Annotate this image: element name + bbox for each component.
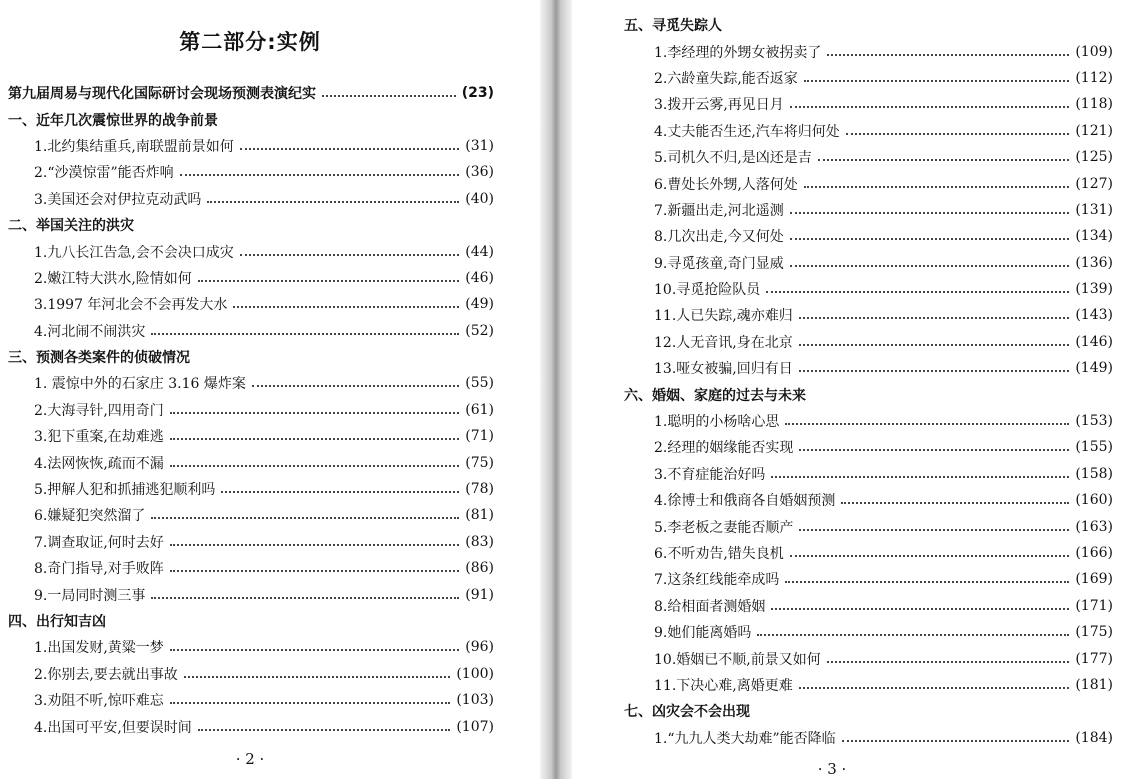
entry-page-number: (127) [1075, 175, 1113, 192]
entry-page-number: (107) [456, 718, 494, 735]
dot-leader [757, 634, 1069, 636]
entry-title: 1.李经理的外甥女被拐卖了 [654, 44, 822, 61]
entry-page-number: (136) [1075, 254, 1113, 271]
entry-page-number: (169) [1075, 571, 1113, 588]
dot-leader [170, 465, 459, 467]
dot-leader [771, 476, 1069, 478]
toc-entry [628, 276, 1113, 302]
toc-entry [628, 540, 1113, 566]
entry-title: 11.人已失踪,魂亦难归 [654, 308, 793, 325]
entry-title: 7.新疆出走,河北遥测 [654, 202, 784, 219]
entry-title: 2.“沙漠惊雷”能否炸响 [34, 165, 174, 182]
toc-entry [8, 159, 494, 185]
entry-title: 1. 震惊中外的石家庄 3.16 爆炸案 [34, 376, 246, 393]
entry-title: 第九届周易与现代化国际研讨会现场预测表演纪实 [8, 86, 316, 103]
entry-title: 1.出国发财,黄粱一梦 [34, 640, 164, 657]
dot-leader [842, 740, 1070, 742]
toc-section-heading [8, 212, 494, 238]
entry-title: 3.不育症能治好吗 [654, 466, 766, 483]
toc-entry [8, 397, 494, 423]
entry-page-number: (44) [465, 243, 494, 260]
toc-entry [8, 370, 494, 396]
entry-page-number: (31) [465, 137, 494, 154]
entry-page-number: (91) [465, 586, 494, 603]
toc-entry [628, 329, 1113, 355]
entry-page-number: (109) [1075, 43, 1113, 60]
page-number-right: · 3 · [817, 760, 847, 778]
dot-leader [170, 544, 459, 546]
entry-page-number: (103) [456, 692, 494, 709]
toc-entry [628, 118, 1113, 144]
entry-page-number: (139) [1075, 281, 1113, 298]
dot-leader [322, 95, 456, 97]
toc-entry [8, 291, 494, 317]
dot-leader [170, 570, 459, 572]
entry-page-number: (134) [1075, 228, 1113, 245]
dot-leader [799, 687, 1070, 689]
dot-leader [790, 265, 1070, 267]
page-number-left: · 2 · [235, 750, 265, 768]
entry-title: 5.李老板之妻能否顺产 [654, 519, 794, 536]
dot-leader [790, 555, 1070, 557]
toc-entry [8, 581, 494, 607]
dot-leader [184, 676, 451, 678]
toc-entry [628, 197, 1113, 223]
entry-page-number: (46) [465, 269, 494, 286]
entry-page-number: (40) [465, 190, 494, 207]
dot-leader [170, 702, 451, 704]
toc-section-heading [624, 12, 1113, 38]
dot-leader [151, 517, 459, 519]
entry-title: 4.丈夫能否生还,汽车将归何处 [654, 123, 840, 140]
dot-leader [170, 438, 459, 440]
toc-section-heading [8, 608, 494, 634]
entry-title: 3.劝阻不听,惊吓难忘 [34, 693, 164, 710]
dot-leader [198, 280, 459, 282]
entry-page-number: (83) [465, 533, 494, 550]
entry-title: 2.经理的姻缘能否实现 [654, 440, 794, 457]
toc-entry [628, 144, 1113, 170]
entry-page-number: (71) [465, 428, 494, 445]
toc-section-heading [8, 106, 494, 132]
dot-leader [799, 449, 1069, 451]
dot-leader [170, 649, 459, 651]
toc-entry [628, 170, 1113, 196]
entry-page-number: (49) [465, 296, 494, 313]
entry-title: 8.几次出走,今又何处 [654, 229, 784, 246]
entry-title: 5.押解人犯和抓捕逃犯顺利吗 [34, 482, 216, 499]
dot-leader [818, 159, 1070, 161]
entry-title: 1.聪明的小杨啥心思 [654, 414, 780, 431]
entry-title: 6.嫌疑犯突然溜了 [34, 508, 146, 525]
entry-title: 9.她们能离婚吗 [654, 625, 752, 642]
entry-page-number: (153) [1075, 413, 1113, 430]
entry-page-number: (160) [1075, 492, 1113, 509]
entry-title: 9.一局同时测三事 [34, 587, 146, 604]
section-title: 第二部分:实例 [179, 30, 321, 54]
dot-leader [827, 54, 1069, 56]
entry-page-number: (118) [1075, 96, 1113, 113]
heading-text: 二、举国关注的洪灾 [8, 218, 134, 235]
entry-title: 1.九八长江告急,会不会决口成灾 [34, 244, 234, 261]
entry-title: 2.大海寻针,四用奇门 [34, 402, 164, 419]
toc-entry [628, 513, 1113, 539]
toc-entry [8, 133, 494, 159]
toc-entry [8, 318, 494, 344]
entry-page-number: (52) [465, 322, 494, 339]
entry-page-number: (166) [1075, 545, 1113, 561]
heading-text: 七、凶灾会不会出现 [624, 704, 750, 721]
entry-page-number: (23) [461, 85, 494, 102]
toc-entry [8, 80, 494, 106]
dot-leader [198, 729, 451, 731]
entry-page-number: (96) [465, 639, 494, 656]
toc-entry [8, 661, 494, 687]
dot-leader [170, 412, 459, 414]
toc-entry [628, 434, 1113, 460]
dot-leader [799, 370, 1070, 372]
entry-title: 3.犯下重案,在劫难逃 [34, 429, 164, 446]
entry-page-number: (100) [456, 665, 494, 682]
dot-leader [841, 502, 1069, 504]
entry-title: 4.徐博士和俄商各自婚姻预测 [654, 493, 836, 510]
toc-entry [8, 476, 494, 502]
toc-entry [628, 725, 1113, 751]
entry-title: 7.调查取证,何时去好 [34, 534, 164, 551]
entry-title: 2.六龄童失踪,能否返家 [654, 70, 798, 87]
entry-title: 3.美国还会对伊拉克动武吗 [34, 191, 202, 208]
heading-text: 六、婚姻、家庭的过去与未来 [624, 387, 806, 404]
entry-title: 4.河北闹不闹洪灾 [34, 323, 146, 340]
toc-section-heading [624, 381, 1113, 407]
heading-text: 三、预测各类案件的侦破情况 [8, 350, 190, 367]
entry-page-number: (184) [1075, 729, 1113, 746]
toc-entry [628, 593, 1113, 619]
entry-title: 10.寻觅抢险队员 [654, 282, 761, 299]
dot-leader [790, 106, 1070, 108]
toc-section-heading [8, 344, 494, 370]
dot-leader [240, 148, 459, 150]
entry-page-number: (146) [1075, 333, 1113, 350]
toc-entry [628, 65, 1113, 91]
toc-entry [8, 502, 494, 528]
entry-page-number: (78) [465, 481, 494, 498]
toc-entry [628, 91, 1113, 117]
entry-page-number: (158) [1075, 465, 1113, 482]
heading-text: 五、寻觅失踪人 [624, 18, 722, 35]
entry-title: 8.奇门指导,对手败阵 [34, 561, 164, 578]
entry-title: 3.拨开云雾,再见日月 [654, 97, 784, 114]
entry-title: 10.婚姻已不顺,前景又如何 [654, 651, 821, 668]
toc-entry [628, 355, 1113, 381]
dot-leader [785, 423, 1069, 425]
toc-entry [628, 461, 1113, 487]
toc-entry [628, 302, 1113, 328]
toc-entry [8, 529, 494, 555]
entry-page-number: (55) [465, 375, 494, 392]
dot-leader [207, 201, 459, 203]
dot-leader [771, 608, 1069, 610]
entry-title: 6.不听劝告,错失良机 [654, 546, 784, 562]
toc-entry [8, 713, 494, 739]
dot-leader [804, 80, 1070, 82]
dot-leader [790, 238, 1070, 240]
entry-page-number: (171) [1075, 597, 1113, 614]
entry-title: 2.嫩江特大洪水,险情如何 [34, 270, 192, 287]
entry-title: 1.北约集结重兵,南联盟前景如何 [34, 138, 234, 155]
entry-title: 6.曹处长外甥,人落何处 [654, 176, 798, 193]
entry-title: 8.给相面者测婚姻 [654, 598, 766, 615]
dot-leader [151, 597, 459, 599]
dot-leader [804, 186, 1070, 188]
entry-title: 13.哑女被骗,回归有日 [654, 361, 793, 378]
toc-entry [628, 619, 1113, 645]
right-page [572, 0, 1121, 779]
toc-entry [8, 687, 494, 713]
toc-entry [8, 423, 494, 449]
entry-page-number: (86) [465, 560, 494, 577]
dot-leader [252, 385, 459, 387]
entry-page-number: (81) [465, 507, 494, 524]
entry-title: 4.法网恢恢,疏而不漏 [34, 455, 164, 472]
toc-entry [8, 265, 494, 291]
dot-leader [799, 529, 1069, 531]
toc-entry [628, 408, 1113, 434]
toc-entry [628, 223, 1113, 249]
entry-page-number: (143) [1075, 307, 1113, 324]
toc-list-right [624, 12, 1113, 751]
entry-title: 11.下决心难,离婚更难 [654, 677, 793, 694]
toc-section-heading [624, 698, 1113, 724]
entry-page-number: (177) [1075, 650, 1113, 667]
toc-entry [8, 634, 494, 660]
heading-text: 一、近年几次震惊世界的战争前景 [8, 112, 218, 129]
entry-title: 5.司机久不归,是凶还是吉 [654, 150, 812, 167]
entry-page-number: (155) [1075, 439, 1113, 456]
dot-leader [827, 661, 1070, 663]
toc-entry [628, 645, 1113, 671]
entry-title: 2.你别去,要去就出事故 [34, 666, 178, 683]
toc-entry [628, 672, 1113, 698]
dot-leader [790, 212, 1070, 214]
entry-page-number: (112) [1075, 69, 1113, 86]
dot-leader [785, 581, 1069, 583]
entry-page-number: (121) [1075, 122, 1113, 139]
toc-entry [8, 186, 494, 212]
dot-leader [846, 133, 1070, 135]
toc-entry [628, 38, 1113, 64]
entry-page-number: (181) [1075, 676, 1113, 693]
entry-title: 3.1997 年河北会不会再发大水 [34, 297, 228, 314]
entry-title: 9.寻觅孩童,奇门显威 [654, 255, 784, 272]
book-gutter [540, 0, 572, 779]
toc-entry [8, 238, 494, 264]
entry-title: 4.出国可平安,但要误时间 [34, 719, 192, 736]
dot-leader [221, 491, 459, 493]
toc-list-left [8, 80, 494, 740]
dot-leader [240, 254, 459, 256]
entry-title: 1.“九九人类大劫难”能否降临 [654, 730, 836, 747]
entry-page-number: (131) [1075, 201, 1113, 218]
toc-entry [628, 250, 1113, 276]
dot-leader [233, 306, 459, 308]
toc-entry [8, 449, 494, 475]
entry-page-number: (149) [1075, 360, 1113, 377]
dot-leader [799, 344, 1070, 346]
toc-entry [628, 487, 1113, 513]
entry-page-number: (61) [465, 401, 494, 418]
dot-leader [799, 317, 1070, 319]
heading-text: 四、出行知吉凶 [8, 614, 106, 630]
left-page [0, 0, 540, 779]
entry-page-number: (163) [1075, 518, 1113, 535]
dot-leader [180, 174, 460, 176]
toc-entry [8, 555, 494, 581]
dot-leader [766, 291, 1069, 293]
dot-leader [151, 333, 459, 335]
entry-page-number: (36) [465, 164, 494, 181]
entry-page-number: (75) [465, 454, 494, 471]
entry-page-number: (175) [1075, 624, 1113, 641]
toc-entry [628, 566, 1113, 592]
entry-page-number: (125) [1075, 149, 1113, 166]
entry-title: 12.人无音讯,身在北京 [654, 334, 793, 351]
entry-title: 7.这条红线能牵成吗 [654, 572, 780, 589]
